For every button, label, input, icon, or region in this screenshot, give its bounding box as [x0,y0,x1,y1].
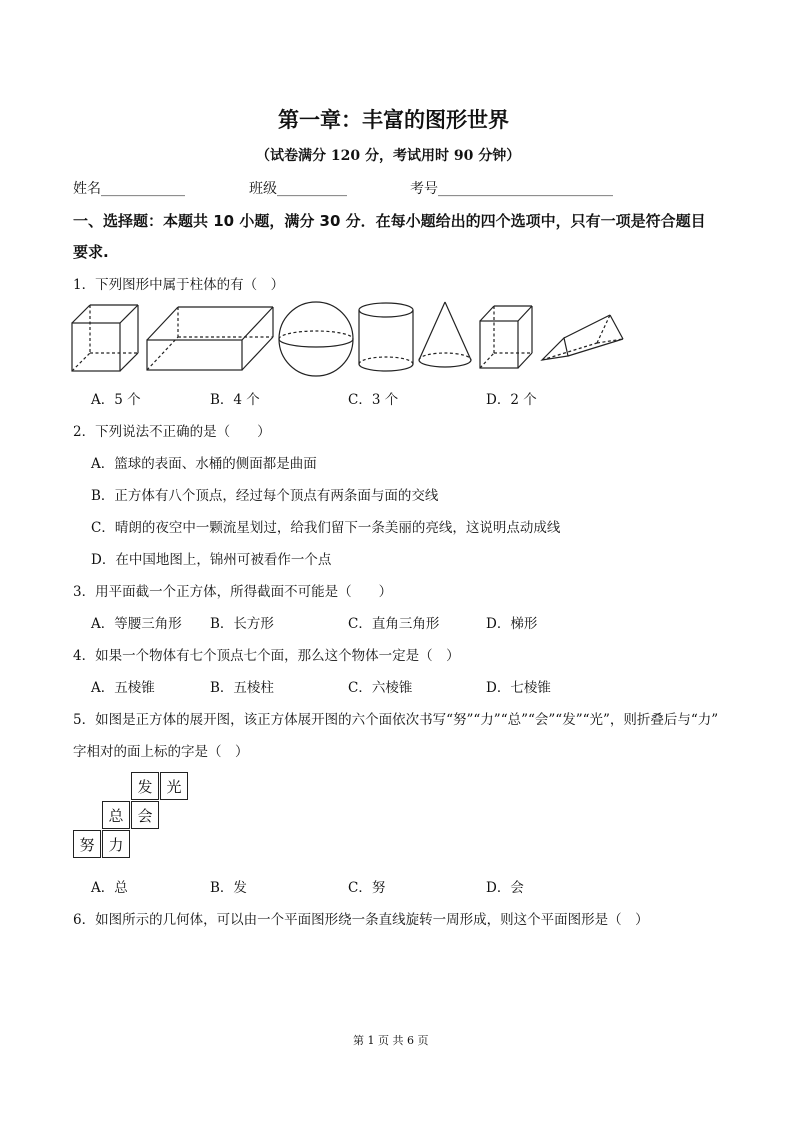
triangular-prism-icon [542,315,623,360]
question-1: 1．下列图形中属于柱体的有（ ） [73,277,285,293]
question-3: 3．用平面截一个正方体，所得截面不可能是（ ） [73,584,393,600]
q3-option-b[interactable]: B．长方形 [210,616,274,632]
exam-subtitle: （试卷满分 120 分，考试用时 90 分钟） [256,148,521,164]
number-field: 考号_________________________ [410,181,613,197]
net-cell-hui: 会 [131,801,159,829]
q2-option-c[interactable]: C．晴朗的夜空中一颗流星划过，给我们留下一条美丽的亮线，这说明点动成线 [91,520,561,536]
net-cell-li: 力 [102,830,130,858]
cylinder-icon [359,303,413,371]
cone-icon [419,302,471,367]
net-cell-guang: 光 [160,772,188,800]
q4-option-b[interactable]: B．五棱柱 [210,680,274,696]
square-prism-icon [480,306,532,368]
q1-option-a[interactable]: A．5 个 [91,392,141,408]
q3-option-d[interactable]: D．梯形 [486,616,538,632]
q2-option-d[interactable]: D．在中国地图上，锦州可被看作一个点 [91,552,332,568]
q4-option-d[interactable]: D．七棱锥 [486,680,551,696]
question-6: 6．如图所示的几何体，可以由一个平面图形绕一条直线旋转一周形成，则这个平面图形是（ ） [73,912,649,928]
question-4: 4．如果一个物体有七个顶点七个面，那么这个物体一定是（ ） [73,648,460,664]
net-cell-nu: 努 [73,830,101,858]
q1-option-d[interactable]: D．2 个 [486,392,537,408]
section-heading-line1: 一、选择题：本题共 10 小题，满分 30 分．在每小题给出的四个选项中，只有一项是符合题目 [73,212,706,230]
q2-option-a[interactable]: A．篮球的表面、水桶的侧面都是曲面 [91,456,317,472]
class-field: 班级__________ [249,181,347,197]
net-cell-fa: 发 [131,772,159,800]
q2-option-b[interactable]: B．正方体有八个顶点，经过每个顶点有两条面与面的交线 [91,488,439,504]
page-footer: 第 1 页 共 6 页 [353,1034,429,1047]
sphere-icon [279,302,353,376]
question-5-line1: 5．如图是正方体的展开图，该正方体展开图的六个面依次书写“努”“力”“总”“会”“发”“光”，则折叠后与“力” [73,712,719,728]
page-title: 第一章：丰富的图形世界 [278,108,509,132]
q5-option-c[interactable]: C．努 [348,880,386,896]
section-heading-line2: 要求. [73,243,109,261]
cube-icon [72,305,138,371]
question-2: 2．下列说法不正确的是（ ） [73,424,271,440]
q3-option-c[interactable]: C．直角三角形 [348,616,440,632]
q1-option-b[interactable]: B．4 个 [210,392,260,408]
q5-option-b[interactable]: B．发 [210,880,247,896]
q5-option-a[interactable]: A．总 [91,880,128,896]
cuboid-icon [147,307,273,370]
q4-option-a[interactable]: A．五棱锥 [91,680,155,696]
q4-option-c[interactable]: C．六棱锥 [348,680,413,696]
q5-option-d[interactable]: D．会 [486,880,524,896]
name-field: 姓名____________ [73,181,185,197]
q3-option-a[interactable]: A．等腰三角形 [91,616,182,632]
shapes-figure [70,298,630,378]
question-5-line2: 字相对的面上标的字是（ ） [73,744,249,760]
net-cell-zong: 总 [102,801,130,829]
q1-option-c[interactable]: C．3 个 [348,392,399,408]
